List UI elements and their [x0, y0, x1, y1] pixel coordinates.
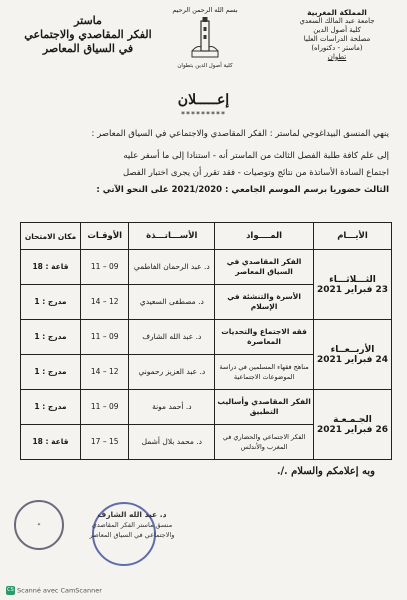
table-row — [21, 250, 392, 285]
time-cell: 09 – 11 — [80, 390, 129, 425]
program-line: ماستر — [74, 14, 102, 27]
master-program-header — [18, 14, 158, 56]
place-cell: مدرج : 1 — [21, 355, 81, 390]
day-date: 24 فبراير 2021 — [316, 354, 389, 365]
header-subjects: المــــواد — [215, 223, 314, 250]
signature-line: د. عبد الله الشارف — [97, 510, 167, 519]
table-row — [21, 390, 392, 425]
camscanner-icon: CS — [7, 587, 14, 593]
day-date: 26 فبراير 2021 — [316, 424, 389, 435]
signature-line: منسق ماستر الفكر المقاصدي — [91, 521, 173, 529]
day-cell — [314, 320, 392, 390]
professor-cell: د. عبد العزيز رحموني — [129, 355, 215, 390]
faculty-stamp — [14, 500, 64, 550]
header-line: المملكة المغربية — [307, 8, 367, 17]
subject-cell: الفكر الاجتماعي والحضاري في المغرب والأندلس — [215, 425, 314, 460]
place-cell: قاعة : 18 — [21, 250, 81, 285]
header-exam-place: مكان الامتحان — [21, 223, 81, 250]
time-cell: 09 – 11 — [80, 250, 129, 285]
title-stars: ********* — [181, 110, 226, 119]
place-cell: قاعة : 18 — [21, 425, 81, 460]
camscanner-text: Scanné avec CamScanner — [17, 586, 102, 595]
header-times: الأوقـات — [80, 223, 129, 250]
faculty-caption: كلية أصول الدين بتطوان — [177, 63, 233, 69]
time-cell: 12 – 14 — [80, 355, 129, 390]
header-line: جامعة عبد المالك السعدي — [299, 17, 375, 25]
time-cell: 15 – 17 — [80, 425, 129, 460]
place-cell: مدرج : 1 — [21, 390, 81, 425]
table-row — [21, 320, 392, 355]
paragraph-line: الثالث حضوريا برسم الموسم الجامعي : 2021/2020 على النحو الآتي : — [96, 185, 389, 195]
header-line: (ماستر - دكتوراه) — [311, 44, 363, 52]
header-days: الأيـــام — [314, 223, 392, 250]
professor-cell: د. عبد الله الشارف — [129, 320, 215, 355]
professor-cell: د. أحمد مونة — [129, 390, 215, 425]
paragraph-line: ينهي المنسق البيداغوجي لماستر : الفكر المقاصدي والاجتماعي في السياق المعاصر : — [91, 129, 389, 139]
time-cell: 09 – 11 — [80, 320, 129, 355]
program-line: الفكر المقاصدي والاجتماعي — [24, 28, 152, 41]
subject-cell: فقه الاجتماع والتحديات المعاصرة — [215, 320, 314, 355]
coordinator-signature — [72, 510, 192, 540]
faculty-logo-block — [170, 6, 240, 69]
signature-line: والاجتماعي في السياق المعاصر — [89, 531, 175, 539]
paragraph-line: إلى علم كافة طلبة الفصل الثالث من الماستر أنه - استنادا إلى ما أسفر عليه — [123, 151, 389, 161]
header-line: مصلحة الدراسات العليا — [303, 35, 371, 43]
time-cell: 12 – 14 — [80, 285, 129, 320]
day-name: الأربــعــاء — [330, 344, 375, 355]
stamp-mark: ✦ — [36, 522, 42, 528]
place-cell: مدرج : 1 — [21, 285, 81, 320]
day-cell — [314, 390, 392, 460]
subject-cell: الفكر المقاصدي في السياق المعاصر — [215, 250, 314, 285]
paragraph-line: اجتماع السادة الأساتذة من نتائج وتوصيات - فقد تقرر أن يجرى اختبار الفصل — [122, 168, 389, 178]
subject-cell: مناهج فقهاء المسلمين في دراسة الموضوعات الاجتماعية — [215, 355, 314, 390]
professor-cell: د. محمد بلال أشمل — [129, 425, 215, 460]
professor-cell: د. مصطفى السعيدي — [129, 285, 215, 320]
faculty-logo — [189, 17, 221, 63]
subject-cell: الفكر المقاصدي وأساليب التطبيق — [215, 390, 314, 425]
page-title: إعـــــلان — [177, 92, 230, 108]
day-date: 23 فبراير 2021 — [316, 284, 389, 295]
day-cell — [314, 250, 392, 320]
header-professors: الأســـاتـــذة — [129, 223, 215, 250]
header-line: كلية أصول الدين — [313, 26, 361, 34]
header-line: تطوان — [327, 53, 347, 61]
place-cell: مدرج : 1 — [21, 320, 81, 355]
institution-header — [277, 8, 397, 62]
subject-cell: الأسرة والتنشئة في الإسلام — [215, 285, 314, 320]
table-header-row — [21, 223, 392, 250]
day-name: الجـمـعـة — [333, 414, 372, 425]
program-line: في السياق المعاصر — [42, 42, 134, 55]
basmala: بسم الله الرحمن الرحيم — [172, 6, 238, 14]
exam-schedule-table — [20, 222, 392, 460]
day-name: الثـــلاثـــاء — [329, 274, 376, 285]
closing-line: وبه إعلامكم والسلام ./. — [276, 466, 375, 477]
professor-cell: د. عبد الرحمان الفاطمي — [129, 250, 215, 285]
camscanner-watermark — [6, 586, 102, 595]
